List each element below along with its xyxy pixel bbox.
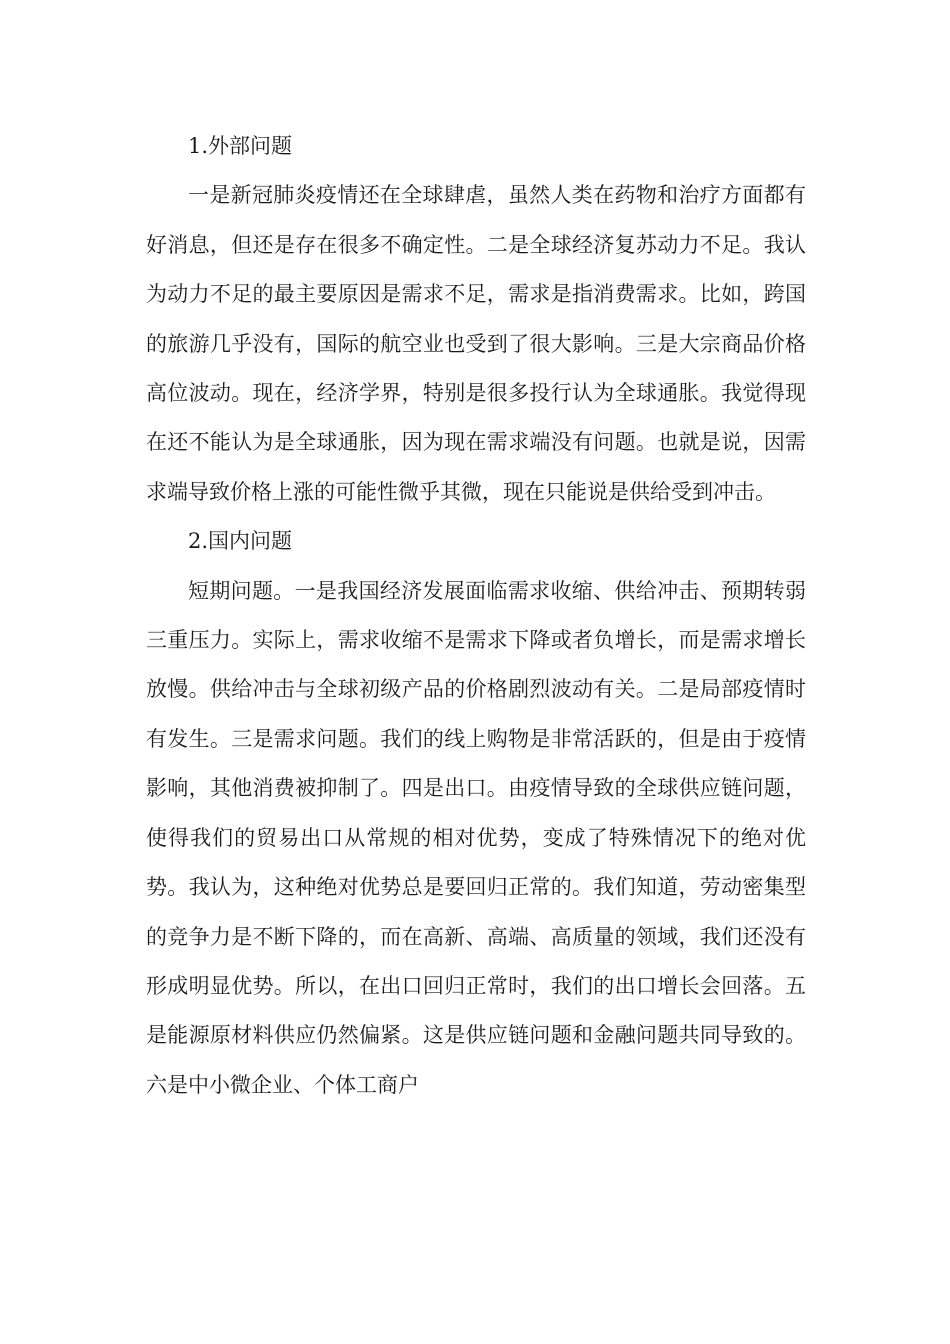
section-paragraph-external: 一是新冠肺炎疫情还在全球肆虐，虽然人类在药物和治疗方面都有好消息，但还是存在很多不确定性。二是全球经济复苏动力不足。我认为动力不足的最主要原因是需求不足，需求是指消费需求。比如，跨国的旅游几乎没有，国际的航空业也受到了很大影响。三是大宗商品价格高位波动。现在，经济学界，特别是很多投行认为全球通胀。我觉得现在还不能认为是全球通胀，因为现在需求端没有问题。也就是说，因需求端导致价格上涨的可能性微乎其微，现在只能说是供给受到冲击。 — [146, 183, 806, 504]
section-paragraph-domestic: 短期问题。一是我国经济发展面临需求收缩、供给冲击、预期转弱三重压力。实际上，需求收缩不是需求下降或者负增长，而是需求增长放慢。供给冲击与全球初级产品的价格剧烈波动有关。二是局部疫情时有发生。三是需求问题。我们的线上购物是非常活跃的，但是由于疫情影响，其他消费被抑制了。四是出口。由疫情导致的全球供应链问题，使得我们的贸易出口从常规的相对优势，变成了特殊情况下的绝对优势。我认为，这种绝对优势总是要回归正常的。我们知道，劳动密集型的竞争力是不断下降的，而在高新、高端、高质量的领域，我们还没有形成明显优势。所以，在出口回归正常时，我们的出口增长会回落。五是能源原材料供应仍然偏紧。这是供应链问题和金融问题共同导致的。六是中小微企业、个体工商户 — [146, 578, 806, 1097]
document-page — [146, 122, 806, 1110]
section-heading-external: 1.外部问题 — [188, 134, 293, 158]
section-heading-domestic: 2.国内问题 — [188, 529, 293, 554]
